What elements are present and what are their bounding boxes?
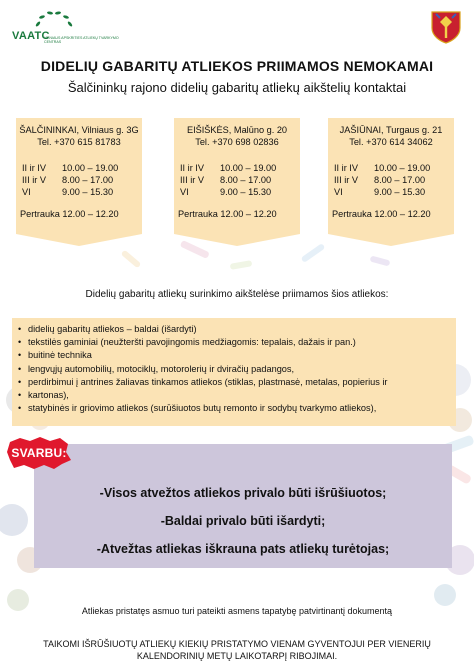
- page-subtitle: Šalčininkų rajono didelių gabaritų atliekų aikštelių kontaktai: [67, 80, 407, 95]
- vaatc-logo: [10, 10, 120, 50]
- site-address: EIŠIŠKĖS, Malūno g. 20: [186, 125, 288, 135]
- important-box: [34, 444, 452, 568]
- break-time: Pertrauka 12.00 – 12.20: [332, 209, 431, 219]
- logo-name: VAATC: [12, 30, 50, 42]
- hours-row: II ir IV 10.00 – 19.00: [22, 163, 119, 173]
- card-tip: [328, 234, 454, 246]
- important-badge-label: SVARBU:: [11, 446, 67, 460]
- list-item: • tekstilės gaminiai (neužteršti pavojingomis medžiagomis: tepalais, dažais ir pan.): [18, 336, 448, 349]
- site-card-salcininkai: [16, 118, 142, 234]
- site-card-jasiunai: [328, 118, 454, 234]
- hours-row: VI 9.00 – 15.30: [334, 187, 426, 197]
- limit-line: KALENDORINIŲ METŲ LAIKOTARPĮ RIBOJIMAI.: [136, 651, 338, 661]
- accepted-waste-list: [12, 318, 456, 426]
- accepted-intro: Didelių gabaritų atliekų surinkimo aikštelėse priimamos šios atliekos:: [85, 289, 389, 300]
- hours-row: VI 9.00 – 15.30: [180, 187, 272, 197]
- card-tip: [16, 234, 142, 246]
- logo-subtitle: VILNIAUS APSKRITIES ATLIEKŲ TVARKYMO CENTRAS: [44, 36, 119, 44]
- hours-row: III ir V 8.00 – 17.00: [22, 175, 114, 185]
- site-address: JAŠIŪNAI, Turgaus g. 21: [339, 125, 443, 135]
- important-badge: [6, 436, 72, 470]
- hours-row: II ir IV 10.00 – 19.00: [180, 163, 277, 173]
- break-time: Pertrauka 12.00 – 12.20: [178, 209, 277, 219]
- list-item: • didelių gabaritų atliekos – baldai (išardyti): [18, 323, 448, 336]
- important-line: -Atvežtas atliekas iškrauna pats atliekų turėtojas;: [96, 542, 390, 556]
- limit-line: TAIKOMI IŠRŪŠIUOTŲ ATLIEKŲ KIEKIŲ PRISTATYMO VIENAM GYVENTOJUI PER VIENERIŲ: [43, 639, 431, 649]
- site-address: ŠALČININKAI, Vilniaus g. 3G: [19, 125, 139, 135]
- hours-row: III ir V 8.00 – 17.00: [180, 175, 272, 185]
- card-tip: [174, 234, 300, 246]
- recycle-leaves-icon: [32, 10, 76, 32]
- important-line: -Visos atvežtos atliekos privalo būti išrūšiuotos;: [99, 486, 387, 500]
- list-item: • lengvųjų automobilių, motociklų, motorolerių ir dviračių padangos,: [18, 363, 448, 376]
- list-item: • kartonas),: [18, 389, 448, 402]
- page-title: DIDELIŲ GABARITŲ ATLIEKOS PRIIMAMOS NEMOKAMAI: [40, 58, 434, 74]
- break-time: Pertrauka 12.00 – 12.20: [20, 209, 119, 219]
- important-line: -Baldai privalo būti išardyti;: [160, 514, 326, 528]
- hours-row: III ir V 8.00 – 17.00: [334, 175, 426, 185]
- list-item: • buitinė technika: [18, 349, 448, 362]
- coat-of-arms-icon: [430, 10, 462, 44]
- hours-row: VI 9.00 – 15.30: [22, 187, 114, 197]
- list-item: • perdirbimui į antrines žaliavas tinkamos atliekos (stiklas, plastmasė, metalas, popierius ir: [18, 376, 448, 389]
- site-phone: Tel. +370 614 34062: [349, 137, 433, 147]
- id-document-note: Atliekas pristatęs asmuo turi pateikti asmens tapatybę patvirtinantį dokumentą: [81, 606, 393, 616]
- site-phone: Tel. +370 615 81783: [37, 137, 121, 147]
- limit-notice: [0, 638, 474, 662]
- site-card-eisiskes: [174, 118, 300, 234]
- hours-row: II ir IV 10.00 – 19.00: [334, 163, 431, 173]
- list-item: • statybinės ir griovimo atliekos (surūšiuotos butų remonto ir sodybų tvarkymo atliekos),: [18, 402, 448, 415]
- site-phone: Tel. +370 698 02836: [195, 137, 279, 147]
